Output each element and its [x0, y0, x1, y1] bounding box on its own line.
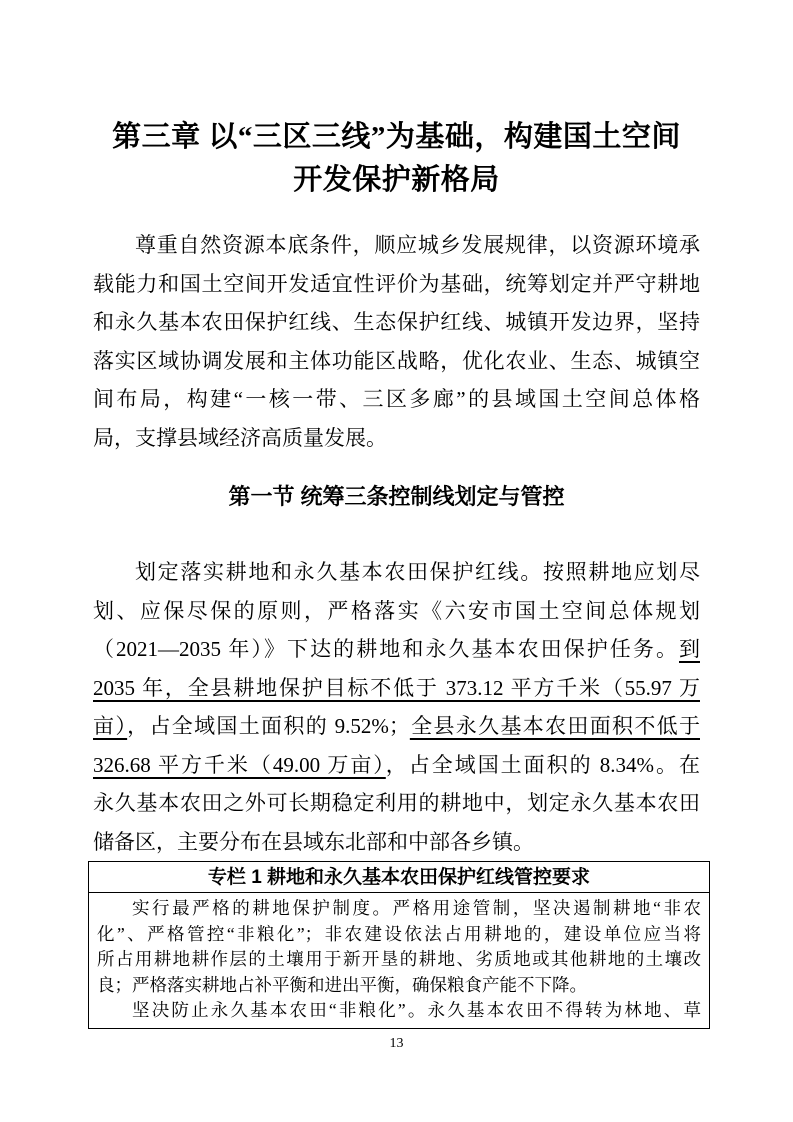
callout-title: 专栏 1 耕地和永久基本农田保护红线管控要求: [89, 862, 709, 893]
text-segment: 落实区域协调发展和主体功能区战略，优化农业、生态、城镇空: [93, 348, 700, 373]
text-segment: 载能力和国土空间开发适宜性评价为基础，统筹划定并严守耕地: [93, 271, 700, 296]
text-line: [93, 553, 700, 592]
text-segment: 永久基本农田之外可长期稳定利用的耕地中，划定永久基本农田: [93, 791, 700, 816]
text-line: [93, 784, 700, 823]
text-segment: 实行最严格的耕地保护制度。严格用途管制，坚决遏制耕地“非农: [132, 898, 701, 919]
text-segment: ，占全域国土面积的 9.52%；: [127, 714, 410, 739]
text-line: [93, 746, 700, 785]
text-segment: 划、应保尽保的原则，严格落实《六安市国土空间总体规划: [93, 598, 700, 623]
text-segment: 化”、严格管控“非粮化”；非农建设依法占用耕地的，建设单位应当将: [97, 923, 701, 944]
underlined-text: 326.68 平方千米（49.00 万亩）: [93, 752, 386, 777]
text-line: [93, 707, 700, 746]
text-segment: 间布局，构建“一核一带、三区多廊”的县域国土空间总体格: [93, 387, 700, 412]
text-segment: 所占用耕地耕作层的土壤用于新开垦的耕地、劣质地或其他耕地的土壤改: [97, 949, 701, 970]
text-segment: 尊重自然资源本底条件，顺应城乡发展规律，以资源环境承: [135, 233, 700, 258]
text-segment: 局，支撑县域经济高质量发展。: [93, 425, 387, 450]
text-segment: 划定落实耕地和永久基本农田保护红线。按照耕地应划尽: [135, 560, 700, 585]
underlined-text: 2035 年，全县耕地保护目标不低于 373.12 平方千米（55.97 万: [93, 675, 700, 700]
text-segment: 和永久基本农田保护红线、生态保护红线、城镇开发边界，坚持: [93, 310, 700, 335]
text-line: [97, 896, 701, 921]
chapter-title-line1: 第三章 以“三区三线”为基础，构建国土空间: [112, 121, 681, 154]
callout-body: [89, 893, 709, 1028]
text-segment: 储备区，主要分布在县域东北部和中部各乡镇。: [93, 829, 534, 854]
underlined-text: 亩）: [93, 714, 128, 739]
body-paragraph: [93, 553, 700, 861]
callout-box: [88, 861, 710, 1029]
text-segment: （2021—2035 年）》下达的耕地和永久基本农田保护任务。: [93, 637, 679, 662]
section-heading: 第一节 统筹三条控制线划定与管控: [228, 484, 565, 510]
chapter-title-line2: 开发保护新格局: [293, 164, 500, 197]
text-line: [97, 922, 701, 947]
text-segment: 坚决防止永久基本农田“非粮化”。永久基本农田不得转为林地、草: [132, 1000, 701, 1021]
underlined-text: 到: [679, 637, 700, 662]
underlined-text: 全县永久基本农田面积不低于: [409, 714, 700, 739]
text-line: [93, 823, 700, 862]
text-line: [93, 630, 700, 669]
text-line: [93, 669, 700, 708]
text-line: [97, 973, 701, 998]
text-segment: ，占全域国土面积的 8.34%。在: [385, 752, 700, 777]
chapter-title: [93, 116, 700, 202]
text-line: [93, 380, 700, 419]
text-line: [93, 303, 700, 342]
text-line: [93, 342, 700, 381]
page-number: 13: [389, 1036, 404, 1051]
text-line: [97, 998, 701, 1023]
text-line: [93, 226, 700, 265]
text-line: [93, 592, 700, 631]
text-line: [93, 265, 700, 304]
text-line: [93, 419, 700, 458]
intro-paragraph: [93, 226, 700, 457]
text-segment: 良；严格落实耕地占补平衡和进出平衡，确保粮食产能不下降。: [97, 974, 587, 995]
text-line: [97, 947, 701, 972]
